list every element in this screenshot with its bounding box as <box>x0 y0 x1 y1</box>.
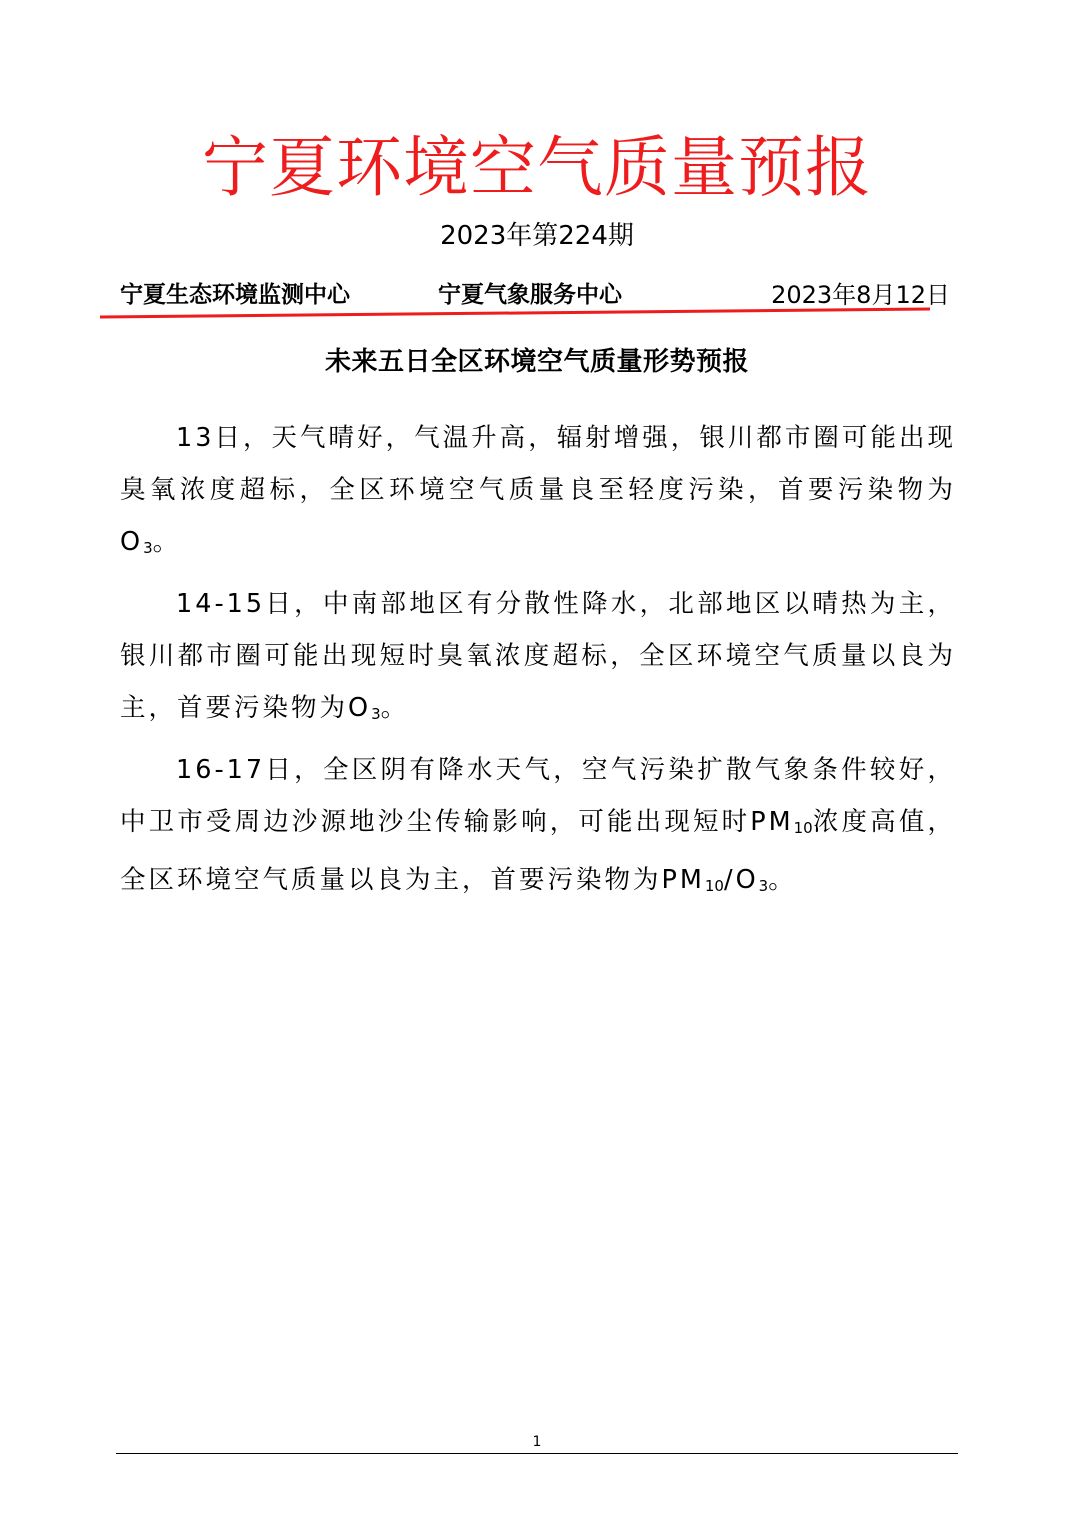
forecast-paragraph-day16-17 <box>120 744 956 912</box>
paragraph-end: 。 <box>380 693 410 723</box>
forecast-paragraph-day13 <box>120 412 956 574</box>
section-title: 未来五日全区环境空气质量形势预报 <box>324 347 749 377</box>
paragraph-text-continued: 浓度高值，全区环境空气质量以良为主，首要污染物为PM <box>120 807 956 895</box>
paragraph-text-continued: /O <box>723 865 759 895</box>
publisher-monitoring-center: 宁夏生态环境监测中心 <box>120 282 350 308</box>
paragraph-text: 13日，天气晴好，气温升高，辐射增强，银川都市圈可能出现臭氧浓度超标，全区环境空气质量良至轻度污染，首要污染物为O <box>120 423 956 557</box>
paragraph-end: 。 <box>152 527 182 557</box>
subscript: 3 <box>758 877 769 895</box>
paragraph-text: 14-15日，中南部地区有分散性降水，北部地区以晴热为主，银川都市圈可能出现短时臭氧浓度超标，全区环境空气质量以良为主，首要污染物为O <box>120 589 956 723</box>
subscript: 3 <box>371 705 381 723</box>
page-number: 1 <box>532 1434 542 1450</box>
footer-rule <box>116 1453 958 1454</box>
subscript: 10 <box>704 877 724 895</box>
header-red-rule <box>98 307 932 319</box>
issue-number: 2023年第224期 <box>440 221 634 251</box>
publish-date: 2023年8月12日 <box>771 281 950 309</box>
header-red-rule-line <box>100 309 930 317</box>
forecast-paragraph-day14-15 <box>120 578 956 740</box>
publisher-meteorological-center: 宁夏气象服务中心 <box>438 282 622 308</box>
forecast-body <box>120 412 956 916</box>
subscript: 3 <box>143 539 153 557</box>
subscript: 10 <box>793 819 813 837</box>
report-title: 宁夏环境空气质量预报 <box>202 129 872 206</box>
paragraph-text: 16-17日，全区阴有降水天气，空气污染扩散气象条件较好，中卫市受周边沙源地沙尘传输影响，可能出现短时PM <box>120 755 956 837</box>
paragraph-end: 。 <box>768 865 797 895</box>
